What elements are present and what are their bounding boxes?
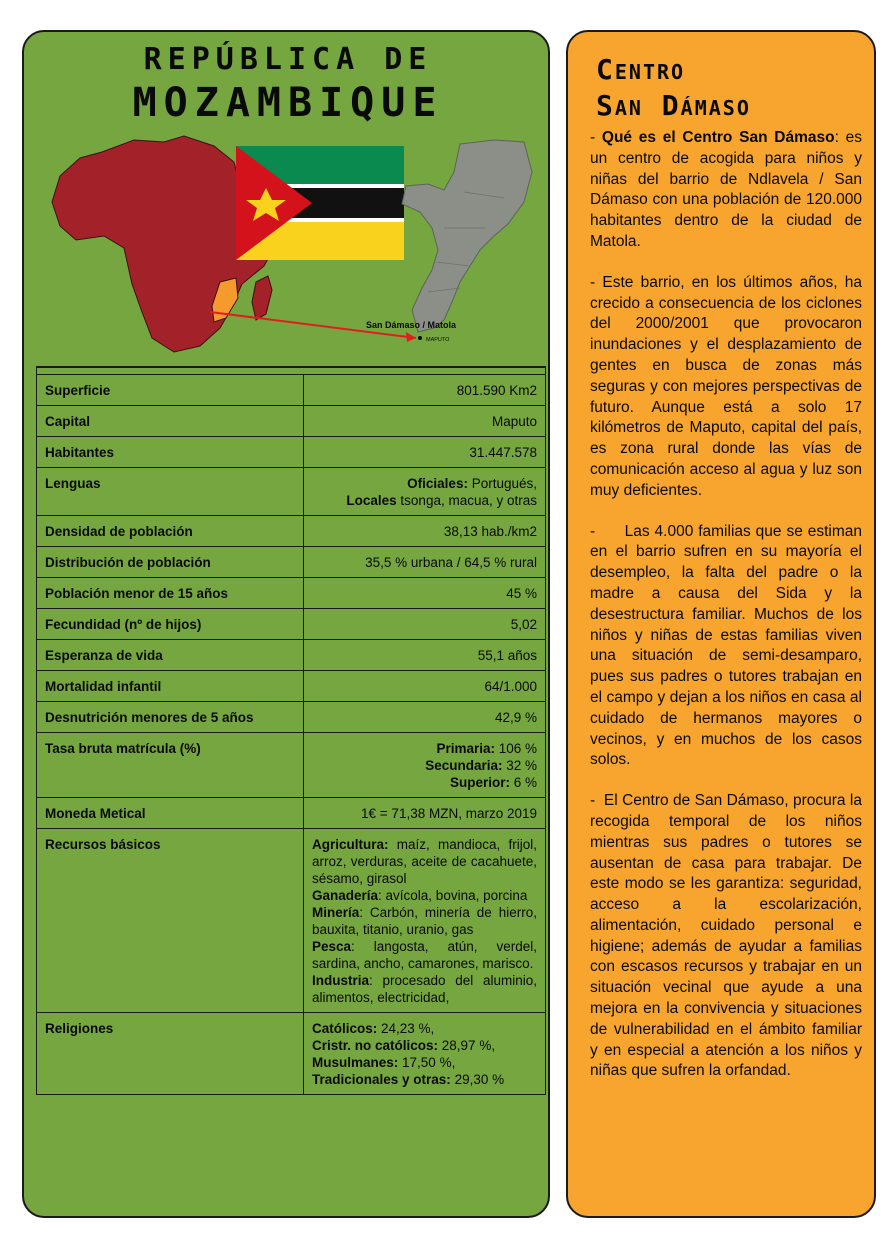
traditional-value: 29,30 % xyxy=(450,1072,505,1087)
centro-description xyxy=(590,128,867,1102)
table-row xyxy=(37,578,546,609)
row-value: 35,5 % urbana / 64,5 % rural xyxy=(304,547,546,578)
row-value: 5,02 xyxy=(304,609,546,640)
row-value xyxy=(304,829,546,1013)
fishing-label: Pesca xyxy=(312,939,352,954)
row-label: Desnutrición menores de 5 años xyxy=(37,702,304,733)
mining-value: : Carbón, minería de hierro, bauxita, titanio, uranio, gas xyxy=(312,905,537,937)
higher-label: Superior: xyxy=(449,775,510,790)
map-illustration xyxy=(24,132,550,362)
africa-map-svg xyxy=(24,132,550,362)
industry-label: Industria xyxy=(312,973,370,988)
centro-san-damaso-panel xyxy=(566,30,876,1218)
row-label: Mortalidad infantil xyxy=(37,671,304,702)
agriculture-label: Agricultura: xyxy=(312,837,389,852)
row-label: Esperanza de vida xyxy=(37,640,304,671)
official-languages-value: Portugués, xyxy=(467,476,537,491)
row-value: 64/1.000 xyxy=(304,671,546,702)
row-value: 45 % xyxy=(304,578,546,609)
secondary-label: Secundaria: xyxy=(425,758,503,773)
map-annotation: San Dámaso / Matola xyxy=(366,320,457,330)
row-label: Moneda Metical xyxy=(37,798,304,829)
industry-value: : procesado del aluminio, alimentos, electricidad, xyxy=(312,973,537,1005)
higher-value: 6 % xyxy=(509,775,537,790)
table-row xyxy=(37,375,546,406)
table-row xyxy=(37,798,546,829)
centro-title xyxy=(596,52,751,124)
table-row xyxy=(37,1013,546,1095)
row-label: Habitantes xyxy=(37,437,304,468)
paragraph-centre-role: - El Centro de San Dámaso, procura la recogida temporal de los niños mientras sus padres o tutores se ausentan de casa para trabajar. De este modo se les garantiza: seguridad, acceso a la escolarización, alimentación, cuidado personal e higiene; además de ayudar a familias con escasos recursos y trabajar en un situación vecinal que ayude a una mejora en la convivencia y situaciones de vulnerabilidad en el ámbito familiar y en especial a atención a los niños y niñas que sufren la orfandad. xyxy=(590,792,867,1080)
row-label: Distribución de población xyxy=(37,547,304,578)
madagascar-shape xyxy=(252,276,272,320)
mining-label: Minería xyxy=(312,905,360,920)
row-label: Capital xyxy=(37,406,304,437)
muslims-label: Musulmanes: xyxy=(312,1055,399,1070)
row-label: Lenguas xyxy=(37,468,304,516)
mozambique-provinces-map xyxy=(402,140,532,332)
row-value: 55,1 años xyxy=(304,640,546,671)
row-value: Maputo xyxy=(304,406,546,437)
paragraph-what-is xyxy=(590,128,862,253)
row-label: Recursos básicos xyxy=(37,829,304,1013)
map-city-label: MAPUTO xyxy=(426,337,450,343)
table-row xyxy=(37,609,546,640)
table-row xyxy=(37,437,546,468)
agriculture-value: maíz, mandioca, frijol, arroz, verduras, aceite de cacahuete, sésamo, girasol xyxy=(312,837,537,886)
row-value: 42,9 % xyxy=(304,702,546,733)
traditional-label: Tradicionales y otras: xyxy=(312,1072,451,1087)
row-label: Fecundidad (nº de hijos) xyxy=(37,609,304,640)
row-value: 38,13 hab./km2 xyxy=(304,516,546,547)
centro-title-line-1: Centro xyxy=(596,53,686,86)
livestock-label: Ganadería xyxy=(312,888,379,903)
country-data-table xyxy=(36,366,546,1095)
table-row xyxy=(37,671,546,702)
title-line-1: REPÚBLICA DE xyxy=(143,42,433,77)
row-value xyxy=(304,1013,546,1095)
catholics-value: 24,23 %, xyxy=(377,1021,435,1036)
fishing-value: : langosta, atún, verdel, sardina, ancho, camarones, marisco. xyxy=(312,939,537,971)
row-value: 31.447.578 xyxy=(304,437,546,468)
primary-value: 106 % xyxy=(494,741,537,756)
row-label: Religiones xyxy=(37,1013,304,1095)
row-value xyxy=(304,468,546,516)
non-catholic-christians-label: Cristr. no católicos: xyxy=(312,1038,439,1053)
paragraph-families: - Las 4.000 familias que se estiman en el barrio sufren en su mayoría el desempleo, la falta del padre o la madre a causa del Sida y la desestructura familiar. Muchos de los niños y niñas de estas familias viven una situación de semi-desamparo, pues sus padres o tutores trabajan en el campo y dejan a los niños en casa al cuidado de hermanos mayores o vecinos, y en muchos de los casos solos. xyxy=(590,522,867,769)
table-row xyxy=(37,468,546,516)
country-title xyxy=(24,40,550,126)
official-languages-label: Oficiales: xyxy=(407,476,468,491)
bullet-dash: - xyxy=(590,129,602,146)
what-is-text: : es un centro de acogida para niños y niñas del barrio de Ndlavela / San Dámaso con una población de 120.000 habitantes dentro de la ciudad de Matola. xyxy=(590,129,863,250)
table-row xyxy=(37,733,546,798)
paragraph-neighbourhood: - Este barrio, en los últimos años, ha crecido a consecuencia de los ciclones del 2000/2001 que provocaron inundaciones y el desplazamiento de gentes en busca de zonas más seguras y con mejores perspectivas de futuro. Aunque está a solo 17 kilómetros de Maputo, capital del país, es zona rural donde las vías de comunicación acceso al agua y luz son muy deficientes. xyxy=(590,273,862,499)
centro-title-line-2: San Dámaso xyxy=(596,89,751,122)
mozambique-flag xyxy=(236,146,404,260)
table-row xyxy=(37,406,546,437)
table-row xyxy=(37,702,546,733)
local-languages-value: tsonga, macua, y otras xyxy=(396,493,537,508)
table-row xyxy=(37,829,546,1013)
row-label: Superficie xyxy=(37,375,304,406)
muslims-value: 17,50 %, xyxy=(398,1055,456,1070)
row-label: Densidad de población xyxy=(37,516,304,547)
table-row xyxy=(37,547,546,578)
catholics-label: Católicos: xyxy=(312,1021,378,1036)
primary-label: Primaria: xyxy=(436,741,495,756)
livestock-value: : avícola, bovina, porcina xyxy=(378,888,528,903)
non-catholic-christians-value: 28,97 %, xyxy=(438,1038,496,1053)
row-value: 1€ = 71,38 MZN, marzo 2019 xyxy=(304,798,546,829)
row-value: 801.590 Km2 xyxy=(304,375,546,406)
table-row xyxy=(37,516,546,547)
local-languages-label: Locales xyxy=(346,493,397,508)
what-is-heading: Qué es el Centro San Dámaso xyxy=(601,129,835,146)
row-label: Tasa bruta matrícula (%) xyxy=(37,733,304,798)
title-line-2: MOZAMBIQUE xyxy=(132,80,444,126)
mozambique-panel xyxy=(22,30,550,1218)
table-row xyxy=(37,640,546,671)
row-value xyxy=(304,733,546,798)
row-label: Población menor de 15 años xyxy=(37,578,304,609)
secondary-value: 32 % xyxy=(502,758,537,773)
